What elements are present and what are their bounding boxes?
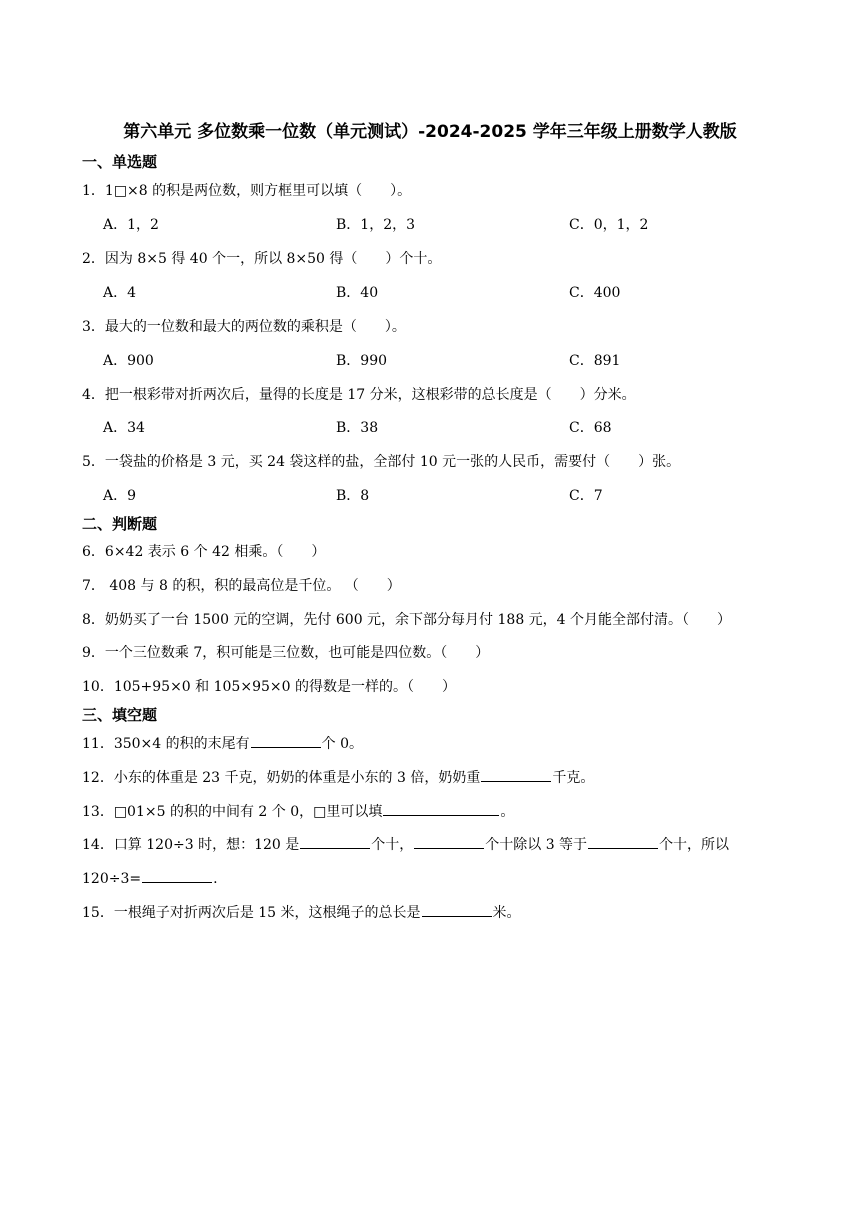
options-1	[103, 214, 803, 234]
option-b: B．990	[336, 353, 388, 369]
question-9: 9．一个三位数乘 7，积可能是三位数，也可能是四位数。（ ）	[82, 645, 490, 661]
answer-blank[interactable]	[383, 801, 499, 816]
option-a: A．1，2	[103, 217, 159, 233]
question-14-line-2	[82, 868, 218, 887]
answer-blank[interactable]	[251, 733, 321, 748]
question-text: 千克。	[552, 770, 595, 786]
question-15	[82, 902, 521, 922]
question-5: 5．一袋盐的价格是 3 元，买 24 袋这样的盐，全部付 10 元一张的人民币，需要付（ ）张。	[82, 454, 681, 470]
section-heading-fill: 三、填空题	[82, 706, 158, 724]
question-3: 3．最大的一位数和最大的两位数的乘积是（ ）。	[82, 319, 406, 335]
question-1: 1．1□×8 的积是两位数，则方框里可以填（ ）。	[82, 183, 412, 199]
option-c: C．891	[569, 353, 621, 369]
options-4	[103, 417, 803, 437]
option-c: C．0，1，2	[569, 217, 649, 233]
question-text: 米。	[492, 905, 521, 921]
option-b: B．1，2，3	[336, 217, 416, 233]
answer-blank[interactable]	[300, 834, 370, 849]
question-text: 个十除以 3 等于	[485, 837, 588, 853]
question-text: 个 0。	[321, 736, 363, 752]
answer-blank[interactable]	[588, 834, 658, 849]
options-3	[103, 350, 803, 370]
question-7: 7． 408 与 8 的积，积的最高位是千位。 （ ）	[82, 578, 401, 594]
question-text: 11．350×4 的积的末尾有	[82, 736, 250, 752]
option-b: B．8	[336, 488, 370, 504]
options-2	[103, 282, 803, 302]
question-14	[82, 834, 729, 854]
option-a: A．900	[103, 353, 154, 369]
question-text: 个十，所以	[659, 837, 730, 853]
question-4: 4．把一根彩带对折两次后，量得的长度是 17 分米，这根彩带的总长度是（ ）分米。	[82, 387, 636, 403]
question-10: 10．105+95×0 和 105×95×0 的得数是一样的。（ ）	[82, 679, 456, 695]
question-text: 14．口算 120÷3 时，想：120 是	[82, 837, 300, 853]
answer-blank[interactable]	[414, 834, 484, 849]
question-8: 8．奶奶买了一台 1500 元的空调，先付 600 元，余下部分每月付 188 元，4 个月能全部付清。（ ）	[82, 612, 732, 628]
question-text: 13．□01×5 的积的中间有 2 个 0，□里可以填	[82, 804, 383, 820]
option-a: A．34	[103, 420, 145, 436]
question-text: .	[213, 871, 218, 887]
options-5	[103, 485, 803, 505]
section-heading-judge: 二、判断题	[82, 515, 158, 533]
option-b: B．38	[336, 420, 379, 436]
question-text: 。	[500, 804, 515, 820]
question-text: 120÷3=	[82, 871, 142, 887]
question-text: 15．一根绳子对折两次后是 15 米，这根绳子的总长是	[82, 905, 421, 921]
question-text: 12．小东的体重是 23 千克，奶奶的体重是小东的 3 倍，奶奶重	[82, 770, 481, 786]
option-c: C．400	[569, 285, 621, 301]
question-13	[82, 801, 514, 821]
question-12	[82, 767, 594, 787]
option-a: A．4	[103, 285, 137, 301]
page-title: 第六单元 多位数乘一位数（单元测试）-2024-2025 学年三年级上册数学人教版	[123, 122, 737, 142]
option-c: C．7	[569, 488, 603, 504]
section-heading-choice: 一、单选题	[82, 153, 158, 171]
question-6: 6．6×42 表示 6 个 42 相乘。（ ）	[82, 544, 326, 560]
answer-blank[interactable]	[481, 767, 551, 782]
question-2: 2．因为 8×5 得 40 个一，所以 8×50 得（ ）个十。	[82, 251, 442, 267]
answer-blank[interactable]	[142, 868, 212, 883]
option-c: C．68	[569, 420, 612, 436]
question-11	[82, 733, 363, 753]
answer-blank[interactable]	[422, 902, 492, 917]
question-text: 个十，	[371, 837, 414, 853]
option-a: A．9	[103, 488, 137, 504]
option-b: B．40	[336, 285, 379, 301]
